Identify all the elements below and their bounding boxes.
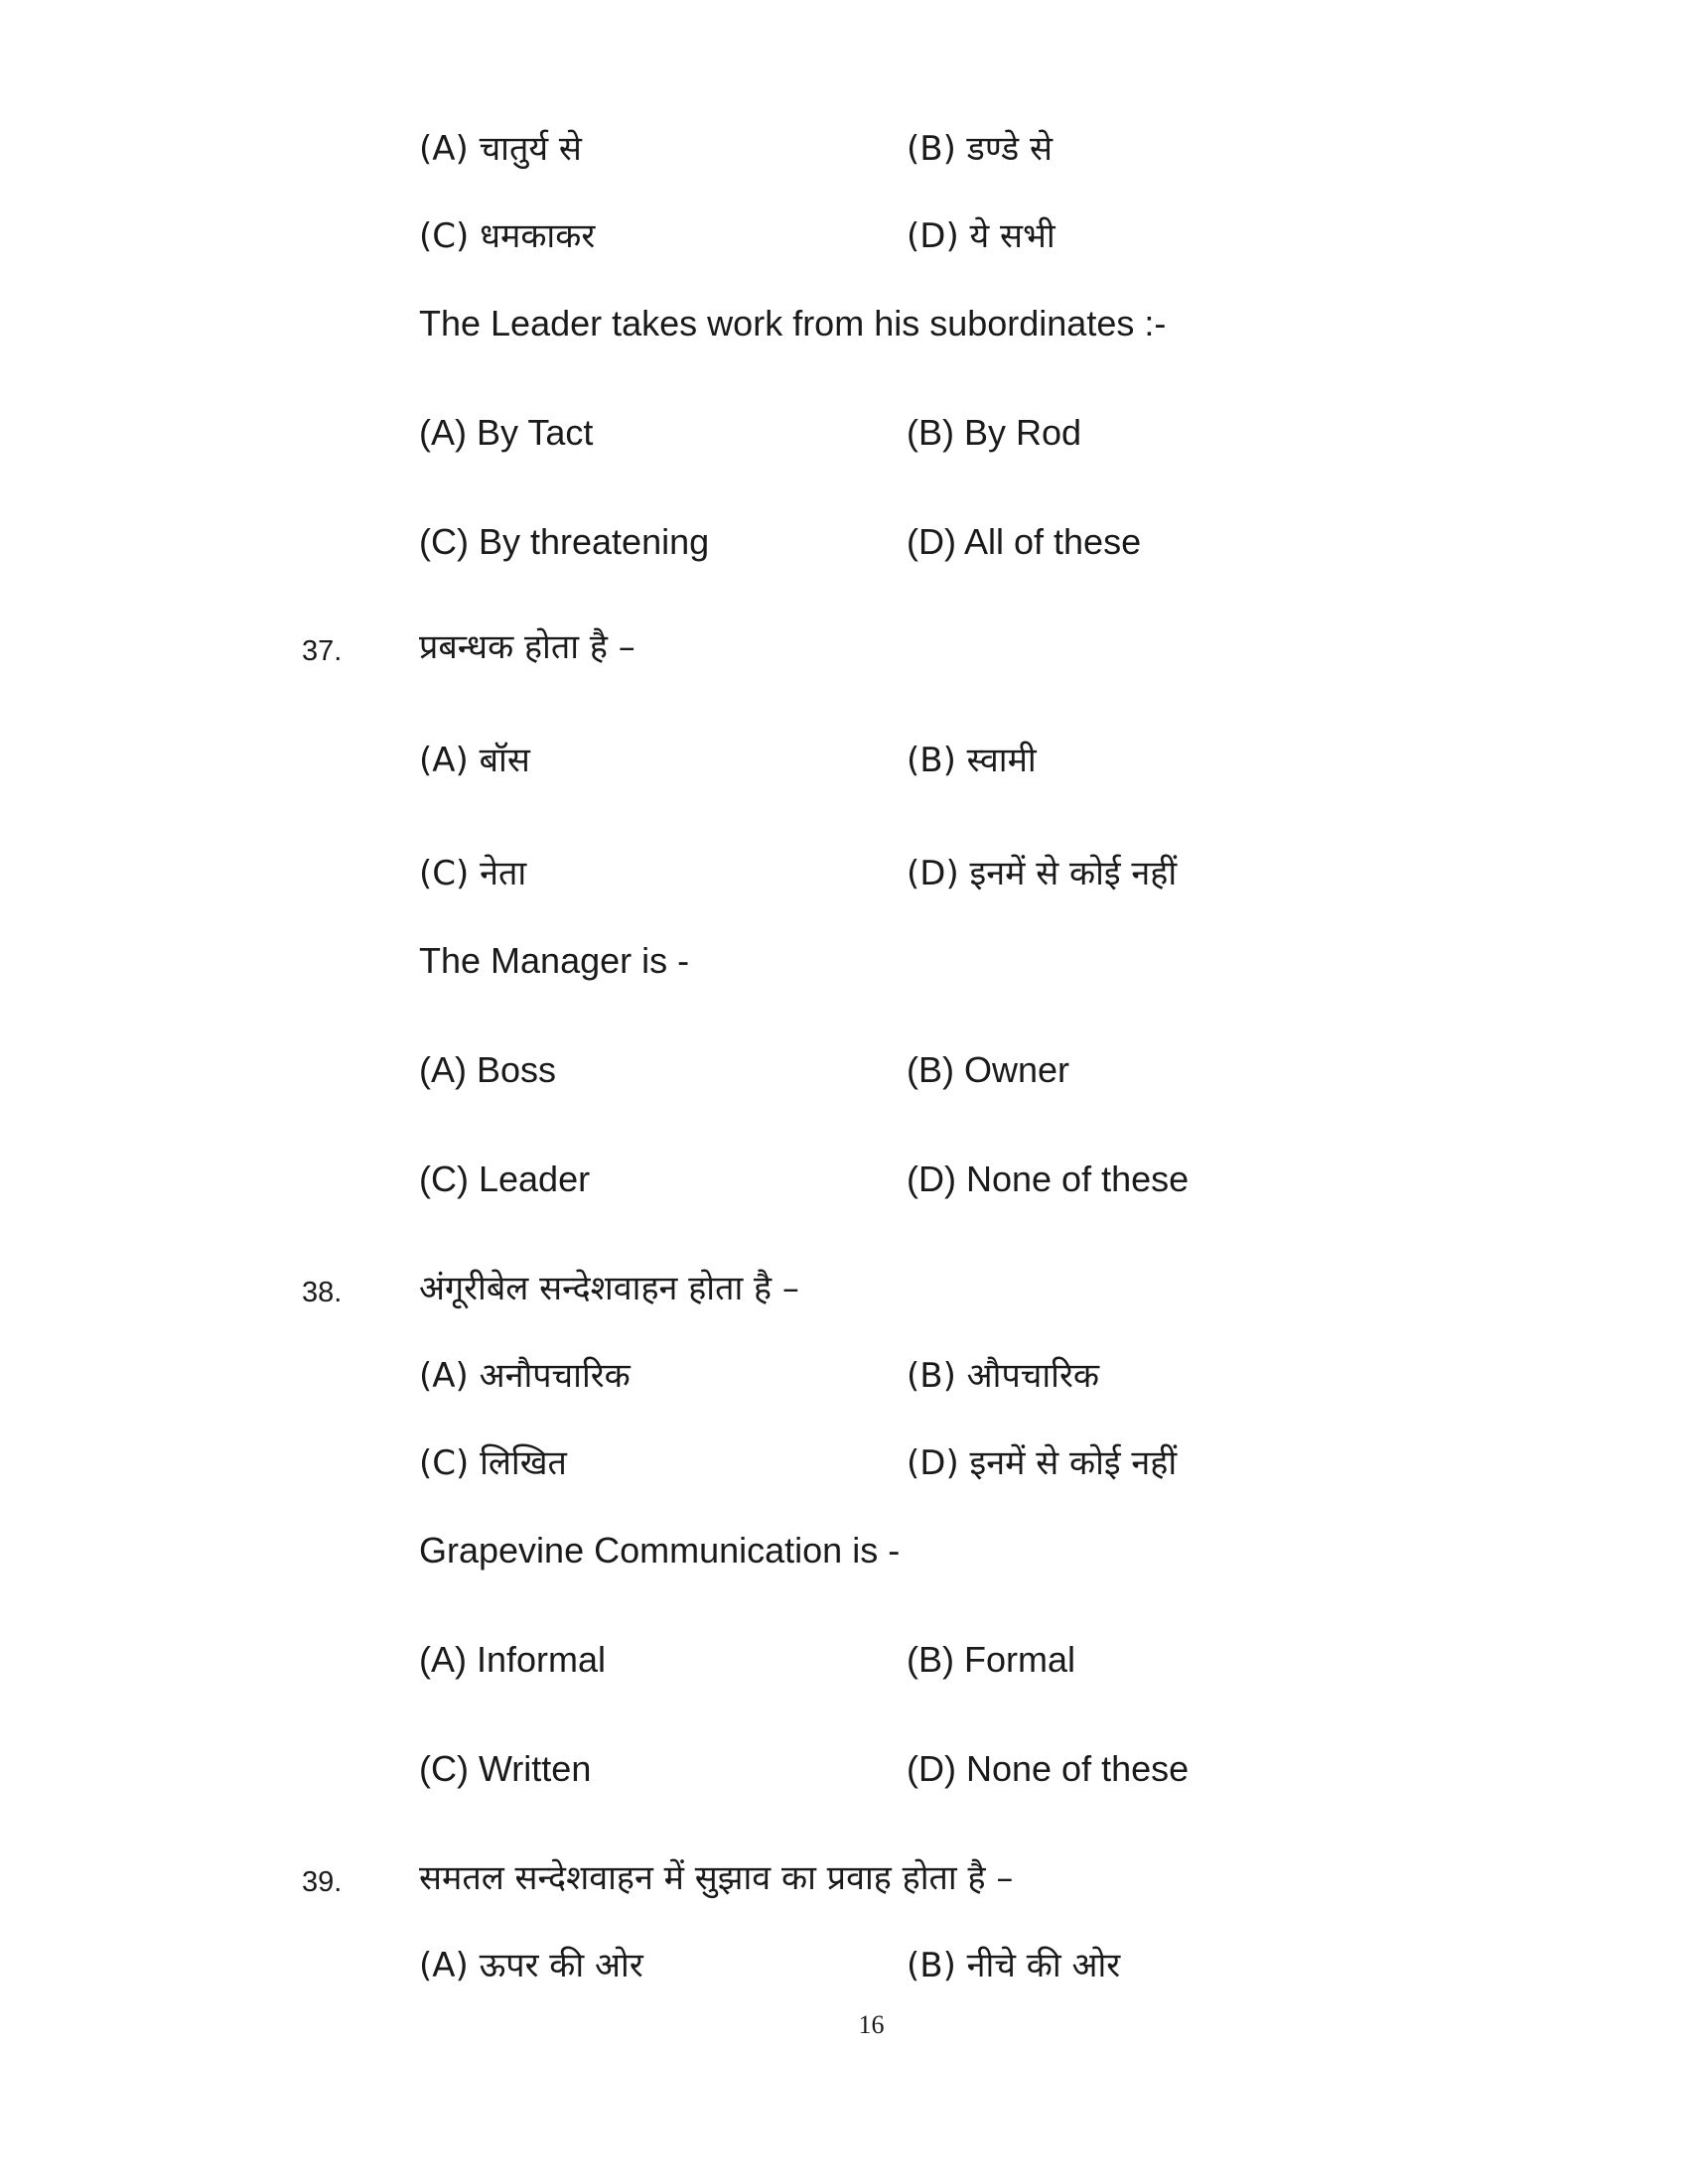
prev-option-d-en: (D) All of these (907, 521, 1142, 562)
q38-option-a-en: (A) Informal (419, 1639, 607, 1680)
q37-number: 37. (302, 635, 343, 667)
q37-option-c-hi: (C) नेता (419, 854, 527, 893)
q38-option-b-en: (B) Formal (907, 1639, 1075, 1680)
q37-option-b-en: (B) Owner (907, 1049, 1070, 1090)
q38-option-c-hi: (C) लिखित (419, 1443, 567, 1483)
prev-option-d-hi: (D) ये सभी (907, 216, 1055, 256)
q38-option-a-hi: (A) अनौपचारिक (419, 1356, 631, 1396)
q37-stem-hi: प्रबन्धक होता है – (419, 627, 635, 667)
q39-option-a-hi: (A) ऊपर की ओर (419, 1946, 643, 1985)
page-number: 16 (858, 2010, 885, 2039)
prev-option-a-en: (A) By Tact (419, 412, 594, 453)
q37-option-a-hi: (A) बॉस (419, 741, 530, 780)
prev-option-c-en: (C) By threatening (419, 521, 710, 562)
prev-stem-en: The Leader takes work from his subordinates :- (419, 303, 1167, 343)
q37-option-c-en: (C) Leader (419, 1159, 591, 1199)
prev-option-a-hi: (A) चातुर्य से (419, 129, 582, 169)
q39-number: 39. (302, 1866, 343, 1898)
q39-option-b-hi: (B) नीचे की ओर (907, 1946, 1121, 1985)
q38-stem-hi: अंगूरीबेल सन्देशवाहन होता है – (419, 1269, 799, 1308)
prev-option-b-hi: (B) डण्डे से (907, 129, 1053, 169)
q38-option-c-en: (C) Written (419, 1748, 592, 1789)
q37-option-b-hi: (B) स्वामी (907, 741, 1037, 780)
q37-option-a-en: (A) Boss (419, 1049, 557, 1090)
q38-number: 38. (302, 1277, 343, 1308)
prev-option-c-hi: (C) धमकाकर (419, 216, 596, 256)
q37-option-d-hi: (D) इनमें से कोई नहीं (907, 854, 1178, 893)
q38-option-b-hi: (B) औपचारिक (907, 1356, 1099, 1396)
q38-option-d-hi: (D) इनमें से कोई नहीं (907, 1443, 1178, 1483)
q38-stem-en: Grapevine Communication is - (419, 1530, 901, 1570)
q39-stem-hi: समतल सन्देशवाहन में सुझाव का प्रवाह होता है – (419, 1858, 1014, 1898)
q37-option-d-en: (D) None of these (907, 1159, 1190, 1199)
q37-stem-en: The Manager is - (419, 940, 690, 981)
prev-option-b-en: (B) By Rod (907, 412, 1082, 453)
q38-option-d-en: (D) None of these (907, 1748, 1190, 1789)
